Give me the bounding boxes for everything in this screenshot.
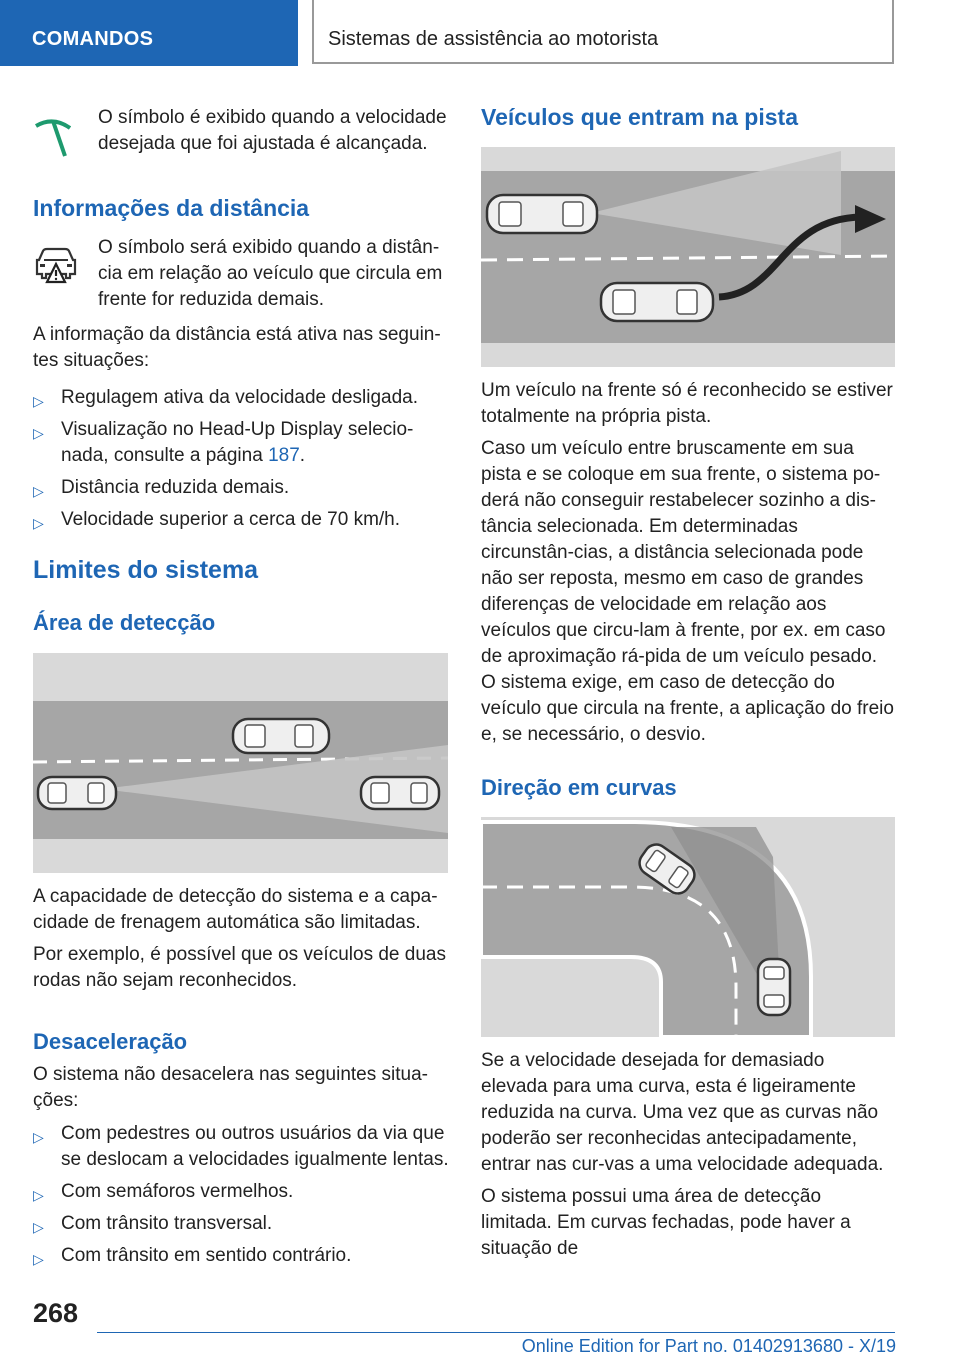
- entering-title: Veículos que entram na pista: [481, 104, 798, 130]
- page-link[interactable]: 187: [268, 445, 300, 466]
- car-icon: [758, 959, 790, 1015]
- section-label: COMANDOS: [32, 28, 154, 50]
- curve-figure: [481, 817, 895, 1037]
- detection-paragraph-1: A capacidade de detecção do sistema e a capa-cidade de frenagem automática são limitadas.: [33, 886, 438, 933]
- car-icon: [38, 777, 116, 809]
- triangle-right-icon: ▷: [33, 483, 44, 499]
- decel-intro: O sistema não desacelera nas seguintes situa-ções:: [33, 1064, 428, 1111]
- car-icon: [487, 195, 597, 233]
- triangle-right-icon: ▷: [33, 393, 44, 409]
- car-icon: [361, 777, 439, 809]
- speed-symbol-text: O símbolo é exibido quando a velocidade desejada que foi ajustada é alcançada.: [98, 107, 447, 154]
- limits-title: Limites do sistema: [33, 556, 259, 584]
- car-warning-icon: [33, 240, 79, 286]
- distance-info-intro: A informação da distância está ativa nas seguin-tes situações:: [33, 324, 441, 371]
- curves-paragraph-1: Se a velocidade desejada for demasiado elevada para uma curva, esta é ligeiramente reduzida na curva. Uma vez que as curvas não poderão ser reconhecidas antecipadamente, entrar nas cur-vas a uma velocidade adequada.: [481, 1050, 884, 1175]
- entering-paragraph-2: Caso um veículo entre bruscamente em sua pista e se coloque em sua frente, o sistema po-derá não conseguir restabelecer sozinho a dis-tância selecionada. Em determinadas circunstân-cias, a distância selecionada pode não ser reposta, mesmo em caso de grandes diferenças de velocidade em relação aos veículos que circu-lam à frente, por ex. em caso de aproximação rá-pida de um veículo pesado. O sistema exige, em caso de detecção do veículo que circula na frente, a aplicação do freio e, se necessário, o desvio.: [481, 438, 894, 745]
- curves-title: Direção em curvas: [481, 775, 677, 800]
- entering-lane-figure: [481, 147, 895, 367]
- decel-title: Desaceleração: [33, 1029, 188, 1054]
- triangle-right-icon: ▷: [33, 425, 44, 441]
- car-icon: [233, 719, 329, 753]
- triangle-right-icon: ▷: [33, 1187, 44, 1203]
- footer-edition: Online Edition for Part no. 01402913680 - X/19: [521, 1336, 896, 1356]
- section-tab: [0, 0, 298, 66]
- distance-symbol-text: O símbolo será exibido quando a distân-cia em relação ao veículo que circula em frente for reduzida demais.: [98, 237, 443, 310]
- speed-reached-icon: [35, 112, 71, 160]
- triangle-right-icon: ▷: [33, 515, 44, 531]
- chapter-label: Sistemas de assistência ao motorista: [328, 28, 659, 50]
- triangle-right-icon: ▷: [33, 1219, 44, 1235]
- entering-paragraph-1: Um veículo na frente só é reconhecido se estiver totalmente na própria pista.: [481, 380, 893, 427]
- curves-paragraph-2: O sistema possui uma área de detecção limitada. Em curvas fechadas, pode haver a situação de: [481, 1186, 851, 1259]
- distance-title: Informações da distância: [33, 195, 310, 221]
- detection-title: Área de detecção: [33, 610, 216, 635]
- detection-area-figure: [33, 653, 448, 873]
- triangle-right-icon: ▷: [33, 1129, 44, 1145]
- footer-divider: [97, 1332, 895, 1333]
- triangle-right-icon: ▷: [33, 1251, 44, 1267]
- page-number: 268: [33, 1298, 79, 1328]
- page-header: [0, 0, 960, 66]
- chapter-tab: [312, 0, 894, 64]
- car-icon: [601, 283, 713, 321]
- detection-paragraph-2: Por exemplo, é possível que os veículos de duas rodas não sejam reconhecidos.: [33, 944, 446, 991]
